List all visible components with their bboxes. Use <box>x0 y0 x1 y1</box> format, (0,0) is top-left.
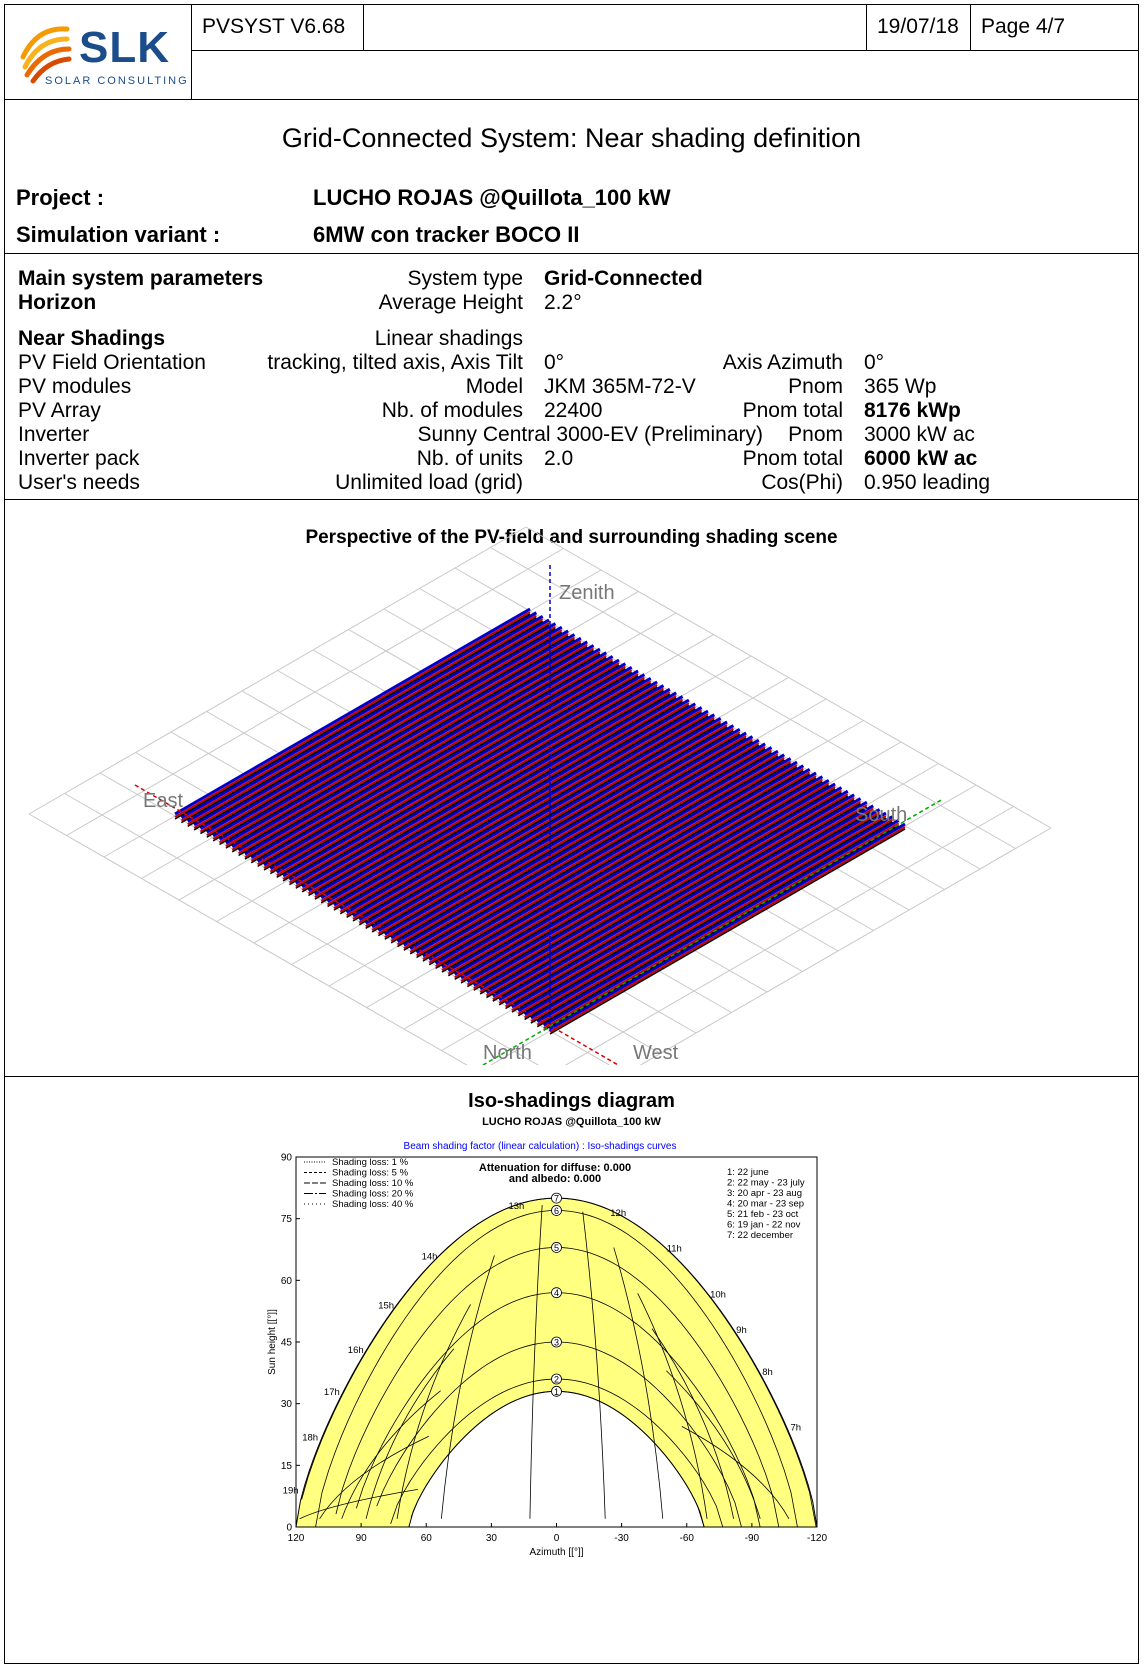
x-tick-label: -60 <box>679 1533 694 1544</box>
y-tick-label: 90 <box>280 1152 292 1164</box>
pv-modules-label: PV modules <box>18 375 132 398</box>
software-cell <box>192 5 364 51</box>
date-legend-entry: 5: 21 feb - 23 oct <box>727 1209 799 1220</box>
date-marker-label: 5 <box>553 1242 560 1253</box>
hour-label: 13h <box>508 1201 525 1213</box>
hour-label: 7h <box>790 1422 802 1434</box>
nb-modules-value: 22400 <box>544 399 603 422</box>
project-value: LUCHO ROJAS @Quillota_100 kW <box>313 185 671 210</box>
x-tick-label: 30 <box>485 1533 497 1544</box>
params-divider <box>5 499 1138 500</box>
hour-label: 17h <box>323 1386 340 1398</box>
hour-label: 14h <box>421 1251 438 1263</box>
date-marker-label: 2 <box>553 1374 560 1385</box>
pnom-module-value: 365 Wp <box>864 375 937 398</box>
pnom-total-array-label: Pnom total <box>742 399 843 422</box>
nb-units-value: 2.0 <box>544 447 574 470</box>
model-value: JKM 365M-72-V <box>544 375 696 398</box>
x-axis-label: Azimuth [[°]] <box>529 1547 584 1558</box>
legend-entry: Shading loss: 20 % <box>332 1188 414 1200</box>
perspective-scene <box>5 505 1136 1065</box>
logo-text: SLK <box>79 23 170 72</box>
x-tick-label: -30 <box>614 1533 629 1544</box>
hour-label: 16h <box>347 1344 364 1356</box>
page-frame <box>4 4 1139 1664</box>
cosphi-label: Cos(Phi) <box>761 471 843 494</box>
west-label: West <box>633 1042 679 1064</box>
date-marker-label: 3 <box>553 1337 560 1348</box>
hour-label: 18h <box>302 1432 319 1444</box>
hour-label: 12h <box>610 1207 627 1219</box>
x-tick-label: 60 <box>420 1533 432 1544</box>
date-marker-label: 6 <box>553 1205 560 1216</box>
system-type-value: Grid-Connected <box>544 267 703 290</box>
perspective-divider <box>5 1076 1138 1077</box>
iso-title: Iso-shadings diagram <box>468 1090 675 1112</box>
inverter-label: Inverter <box>18 423 90 446</box>
nb-units-label: Nb. of units <box>416 447 523 470</box>
avg-height-value: 2.2° <box>544 291 582 314</box>
cosphi-value: 0.950 leading <box>864 471 991 494</box>
y-tick-label: 45 <box>280 1337 292 1349</box>
pnom-module-label: Pnom <box>788 375 843 398</box>
pnom-total-array-value: 8176 kWp <box>864 399 961 422</box>
date-legend-entry: 4: 20 mar - 23 sep <box>727 1198 805 1210</box>
legend-entry: Shading loss: 5 % <box>332 1167 409 1179</box>
header-divider <box>5 99 1138 100</box>
y-tick-label: 15 <box>280 1460 292 1472</box>
pv-rows <box>175 609 908 1034</box>
x-tick-label: 120 <box>287 1533 305 1544</box>
pv-array-label: PV Array <box>18 399 101 422</box>
orientation-desc: tracking, tilted axis, Axis Tilt <box>267 351 523 374</box>
logo-subtitle: SOLAR CONSULTING <box>45 75 189 87</box>
page-number-cell <box>971 5 1138 51</box>
y-tick-label: 30 <box>280 1399 292 1411</box>
logo-cell <box>5 5 192 99</box>
report-date: 19/07/18 <box>877 15 959 38</box>
x-tick-label: 0 <box>553 1533 560 1544</box>
date-legend-entry: 1: 22 june <box>727 1167 769 1178</box>
legend-entry: Shading loss: 40 % <box>332 1199 414 1210</box>
page-number: Page 4/7 <box>981 15 1066 38</box>
users-needs-value: Unlimited load (grid) <box>335 471 523 494</box>
x-tick-label: -90 <box>744 1533 760 1544</box>
hour-label: 8h <box>762 1366 773 1378</box>
hour-label: 10h <box>710 1289 726 1301</box>
date-legend-entry: 2: 22 may - 23 july <box>727 1177 805 1189</box>
date-marker-label: 7 <box>553 1193 560 1204</box>
project-label: Project : <box>16 185 105 210</box>
inverter-model: Sunny Central 3000-EV (Preliminary) <box>417 423 763 446</box>
variant-value: 6MW con tracker BOCO II <box>313 222 580 247</box>
pnom-inverter-value: 3000 kW ac <box>864 423 975 446</box>
iso-shadings-chart <box>5 1137 1136 1657</box>
main-system-label: Main system parameters <box>18 267 264 290</box>
software-version: PVSYST V6.68 <box>202 15 346 38</box>
date-legend-entry: 7: 22 december <box>727 1230 794 1241</box>
horizon-label: Horizon <box>18 291 97 314</box>
avg-height-label: Average Height <box>378 291 523 314</box>
date-legend-entry: 3: 20 apr - 23 aug <box>727 1188 802 1199</box>
variant-label: Simulation variant : <box>16 222 221 247</box>
date-marker-label: 4 <box>553 1288 560 1299</box>
iso-subtitle: LUCHO ROJAS @Quillota_100 kW <box>482 1116 661 1128</box>
x-tick-label: 90 <box>355 1533 367 1544</box>
east-label: East <box>143 790 184 812</box>
pv-orientation-label: PV Field Orientation <box>18 351 206 374</box>
pnom-total-pack-value: 6000 kW ac <box>864 447 978 470</box>
axis-azimuth-label: Axis Azimuth <box>722 351 843 374</box>
near-shadings-value: Linear shadings <box>374 327 523 350</box>
hour-label: 19h <box>282 1485 299 1497</box>
y-tick-label: 60 <box>280 1275 292 1287</box>
legend-entry: Shading loss: 1 % <box>332 1157 409 1168</box>
page-title: Grid-Connected System: Near shading definition <box>281 123 862 153</box>
y-tick-label: 75 <box>280 1214 292 1226</box>
system-type-label: System type <box>407 267 523 290</box>
north-label: North <box>483 1042 532 1064</box>
header-blank-cell <box>364 5 867 51</box>
hour-label: 11h <box>666 1243 682 1255</box>
users-needs-label: User's needs <box>18 471 140 494</box>
pnom-total-pack-label: Pnom total <box>742 447 843 470</box>
attenuation-line1: Attenuation for diffuse: 0.000 <box>478 1162 632 1174</box>
pnom-inverter-label: Pnom <box>788 423 843 446</box>
axis-tilt-value: 0° <box>544 351 565 374</box>
legend-entry: Shading loss: 10 % <box>332 1178 414 1189</box>
inverter-pack-label: Inverter pack <box>18 447 140 470</box>
model-label: Model <box>465 375 523 398</box>
title-divider <box>5 253 1138 254</box>
x-tick-label: -120 <box>806 1533 828 1544</box>
date-marker-label: 1 <box>553 1386 560 1397</box>
y-tick-label: 0 <box>286 1522 292 1534</box>
attenuation-line2: and albedo: 0.000 <box>508 1173 602 1185</box>
nb-modules-label: Nb. of modules <box>381 399 523 422</box>
y-axis-label: Sun height [[°]] <box>267 1309 278 1375</box>
date-cell <box>867 5 971 51</box>
near-shadings-label: Near Shadings <box>18 327 166 350</box>
date-legend-entry: 6: 19 jan - 22 nov <box>727 1219 801 1231</box>
iso-caption: Beam shading factor (linear calculation) : Iso-shadings curves <box>403 1141 677 1152</box>
axis-azimuth-value: 0° <box>864 351 885 374</box>
perspective-title: Perspective of the PV-field and surrounding shading scene <box>305 527 838 548</box>
hour-label: 9h <box>736 1324 747 1336</box>
south-label: South <box>855 804 908 826</box>
hour-label: 15h <box>378 1300 395 1312</box>
zenith-label: Zenith <box>559 582 615 604</box>
